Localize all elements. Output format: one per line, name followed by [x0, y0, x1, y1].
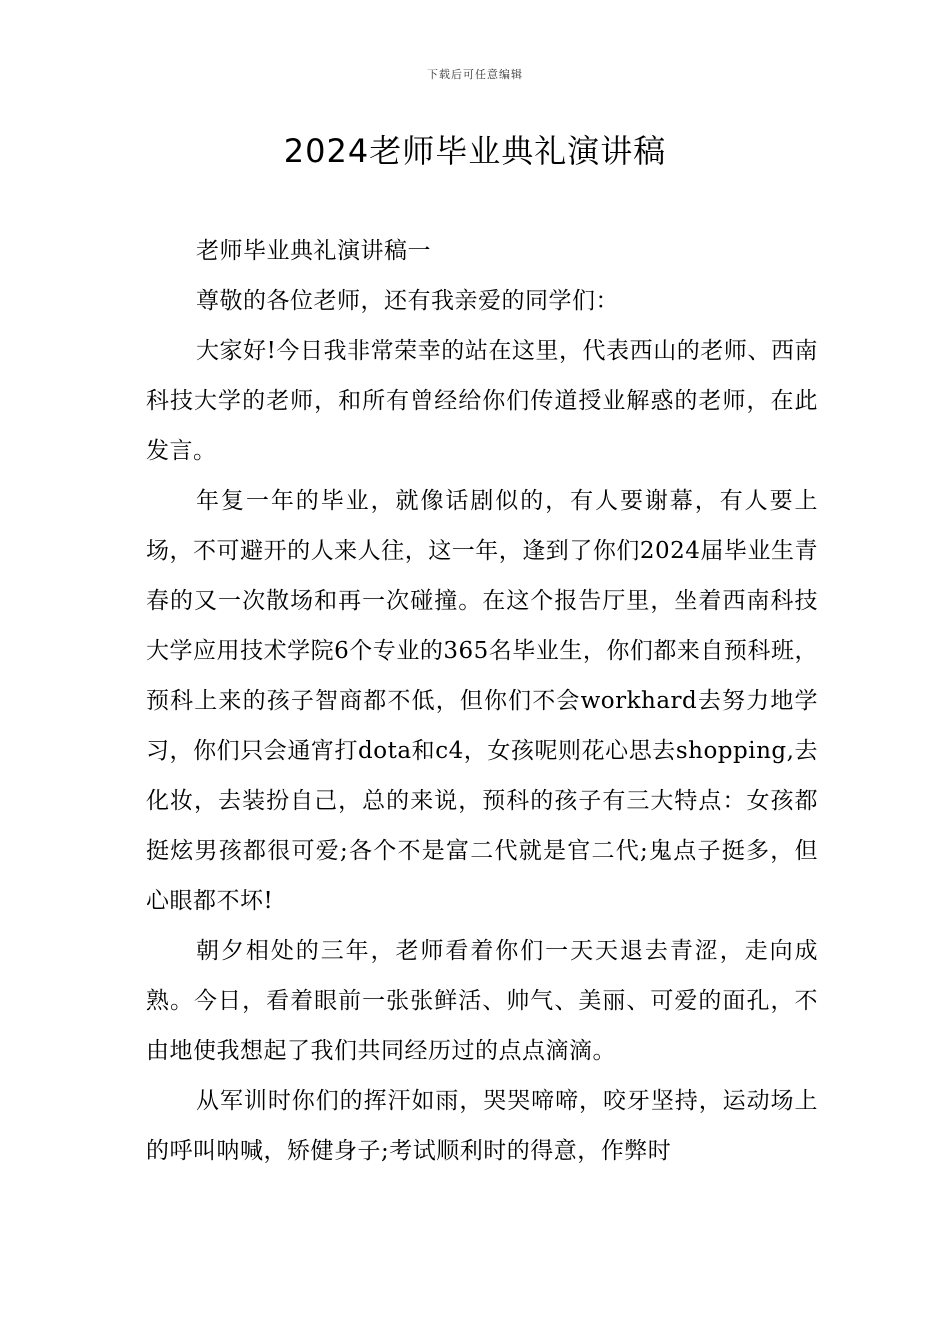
paragraph-salutation: 尊敬的各位老师，还有我亲爱的同学们： [196, 288, 619, 314]
paragraph: 从军训时你们的挥汗如雨，哭哭啼啼，咬牙坚持，运动场上的呼叫呐喊，矫健身子;考试顺利时的得意，作弊时 [146, 1088, 818, 1164]
paragraph: 朝夕相处的三年，老师看着你们一天天退去青涩，走向成熟。今日，看着眼前一张张鲜活、帅气、美丽、可爱的面孔，不由地使我想起了我们共同经历过的点点滴滴。 [146, 938, 818, 1064]
paragraph-subtitle: 老师毕业典礼演讲稿一 [196, 238, 431, 264]
paragraph: 大家好!今日我非常荣幸的站在这里，代表西山的老师、西南科技大学的老师，和所有曾经给你们传道授业解惑的老师，在此发言。 [146, 338, 818, 464]
paragraph: 年复一年的毕业，就像话剧似的，有人要谢幕，有人要上场，不可避开的人来人往，这一年，逢到了你们2024届毕业生青春的又一次散场和再一次碰撞。在这个报告厅里，坐着西南科技大学应用技术学院6个专业的365名毕业生，你们都来自预科班，预科上来的孩子智商都不低，但你们不会workhard去努力地学习，你们只会通宵打dota和c4，女孩呢则花心思去shopping,去化妆，去装扮自己，总的来说，预科的孩子有三大特点：女孩都挺炫男孩都很可爱;各个不是富二代就是官二代;鬼点子挺多，但心眼都不坏! [146, 488, 818, 914]
document-body [146, 226, 818, 1176]
header-note: 下载后可任意编辑 [427, 68, 523, 81]
document-title: 2024老师毕业典礼演讲稿 [283, 132, 667, 170]
